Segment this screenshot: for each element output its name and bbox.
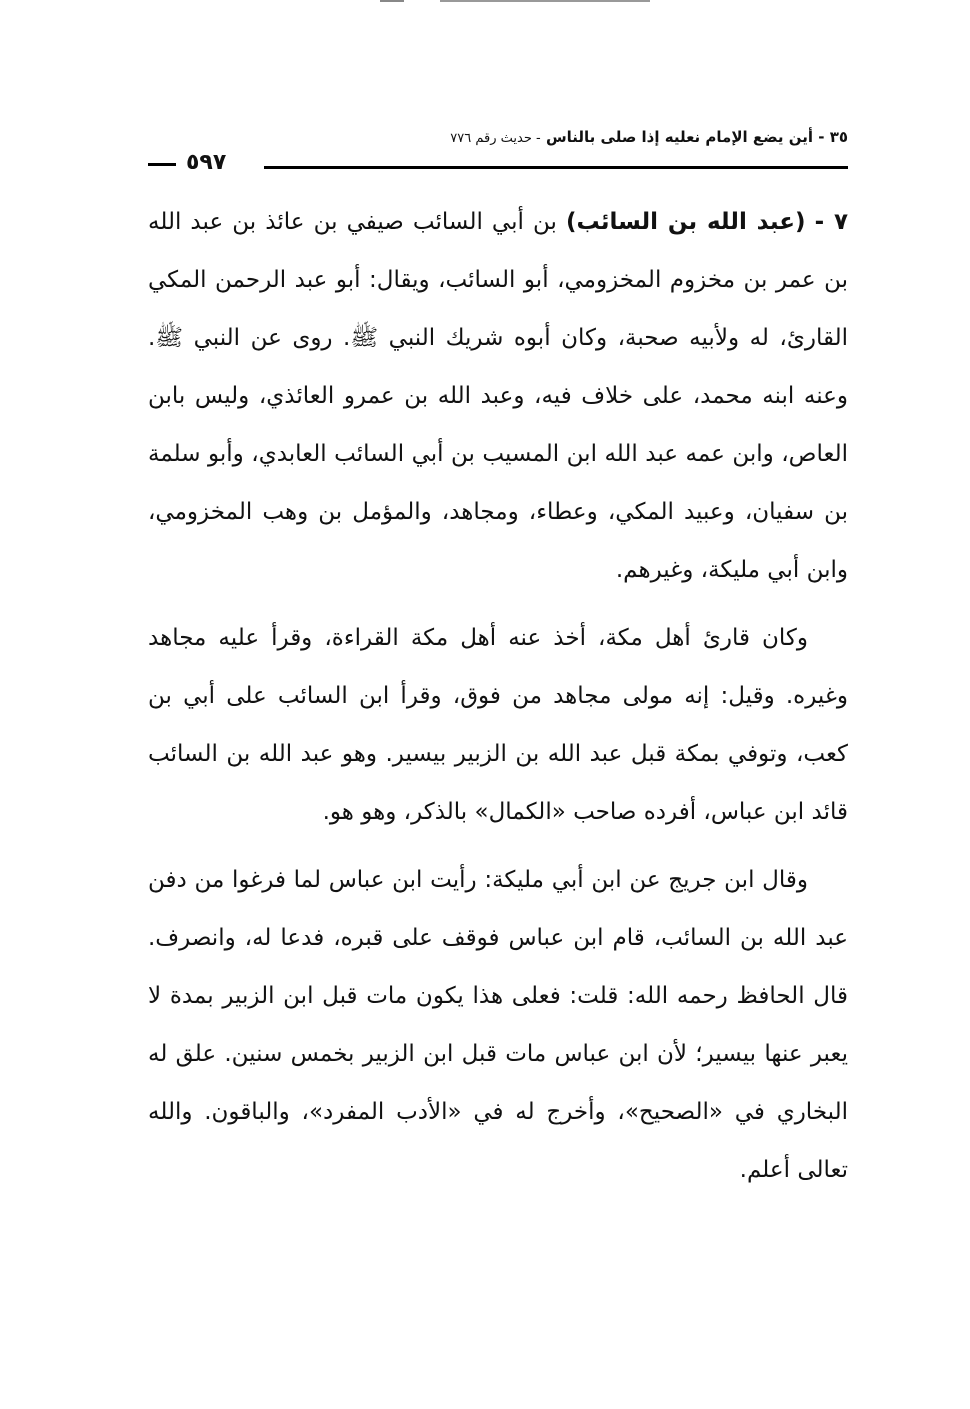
page-number: ٥٩٧ (186, 150, 227, 175)
entry-name: (عبد الله بن السائب) (566, 209, 806, 235)
running-header (148, 128, 848, 176)
header-rule (264, 166, 848, 169)
chapter-heading: ٣٥ - أين يضع الإمام نعليه إذا صلى بالناس (545, 128, 848, 146)
biography-entry (148, 193, 848, 599)
chapter-title (450, 128, 848, 146)
header-dash (148, 163, 176, 166)
paragraph: وكان قارئ أهل مكة، أخذ عنه أهل مكة القراءة، وقرأ عليه مجاهد وغيره. وقيل: إنه مولى مجاهد من فوق، وقرأ ابن السائب على أبي بن كعب، وتوفي بمكة قبل عبد الله بن الزبير بيسير. وهو عبد الله بن السائب قائد ابن عباس، أفرده صاحب «الكمال» بالذكر، وهو هو. (148, 625, 848, 825)
paragraph: وقال ابن جريج عن ابن أبي مليكة: رأيت ابن عباس لما فرغوا من دفن عبد الله بن السائب، قام ابن عباس فوقف على قبره، فدعا له، وانصرف. قال الحافظ رحمه الله: قلت: فعلى هذا يكون مات قبل ابن الزبير بمدة لا يعبر عنها بيسير؛ لأن ابن عباس مات قبل ابن الزبير بخمس سنين. علق له البخاري في «الصحيح»، وأخرج له في «الأدب المفرد»، والباقون. والله تعالى أعلم. (148, 867, 848, 1183)
page-body (148, 193, 848, 1209)
top-scan-mark (380, 0, 404, 2)
hadith-reference: - حديث رقم ٧٧٦ (450, 131, 541, 146)
entry-text: بن أبي السائب صيفي بن عائذ بن عبد الله بن عمر بن مخزوم المخزومي، أبو السائب، ويقال: أبو عبد الرحمن المكي القارئ، له ولأبيه صحبة، وكان أبوه شريك النبي ﷺ. روى عن النبي ﷺ. وعنه ابنه محمد، على خلاف فيه، وعبد الله بن عمرو العائذي، وليس بابن العاص، وابن عمه عبد الله ابن المسيب بن أبي السائب العابدي، وأبو سلمة بن سفيان، وعبيد المكي، وعطاء، ومجاهد، والمؤمل بن وهب المخزومي، وابن أبي مليكة، وغيرهم. (148, 209, 848, 583)
entry-number: ٧ - (814, 209, 848, 235)
top-scan-mark (440, 0, 650, 2)
